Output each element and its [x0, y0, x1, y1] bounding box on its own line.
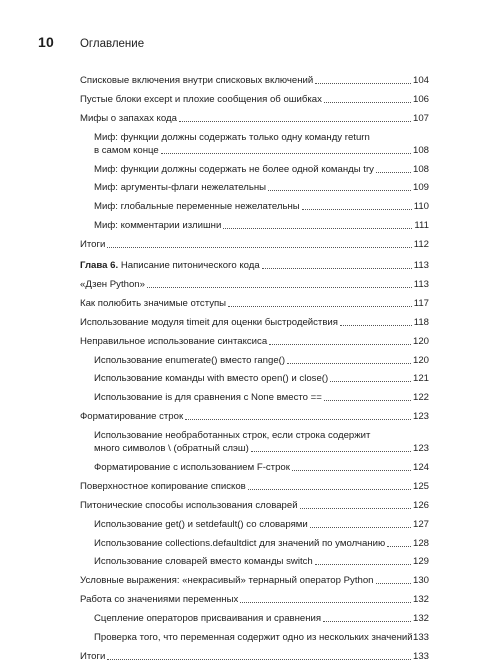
- toc-page-number: 110: [413, 201, 429, 213]
- toc-entry: [80, 94, 429, 106]
- dot-leader: [376, 583, 411, 584]
- dot-leader: [240, 602, 411, 603]
- toc-entry-line1: [94, 132, 429, 144]
- toc-entry: [80, 317, 429, 329]
- toc-entry-text: Работа со значениями переменных: [80, 594, 239, 606]
- toc-entry: [80, 298, 429, 310]
- toc-page-number: 113: [413, 260, 429, 272]
- toc-entry-line1: [94, 430, 429, 442]
- toc-chapter-entry: [80, 260, 429, 272]
- toc-entry: [94, 462, 429, 474]
- toc-entry-text-continued: в самом конце: [94, 144, 159, 156]
- dot-leader: [161, 153, 411, 154]
- dot-leader: [228, 306, 412, 307]
- toc-entry: [80, 481, 429, 493]
- toc-page-number: 107: [412, 112, 429, 124]
- toc-page-number: 122: [412, 392, 429, 404]
- dot-leader: [251, 451, 411, 452]
- dot-leader: [376, 172, 411, 173]
- toc-entry: [80, 500, 429, 512]
- toc-entry-text: Сцепление операторов присваивания и сравнения: [94, 613, 322, 625]
- dot-leader: [292, 470, 411, 471]
- toc-entry: [94, 220, 429, 232]
- toc-entry-text: Питонические способы использования словарей: [80, 499, 298, 511]
- toc-page-number: 133: [412, 650, 429, 662]
- toc-entry-text: Миф: функции должны содержать только одну команду return: [94, 131, 370, 143]
- toc-entry: [94, 182, 429, 194]
- running-head: Оглавление: [79, 38, 145, 50]
- toc-entry-text: Проверка того, что переменная содержит одно из нескольких значений: [94, 632, 413, 644]
- toc-page-number: 106: [412, 93, 429, 105]
- toc-entry-text: Неправильное использование синтаксиса: [80, 335, 268, 347]
- toc-page-number: 120: [412, 335, 429, 347]
- toc-entry: [94, 632, 429, 644]
- dot-leader: [315, 564, 411, 565]
- toc-entry-text: Использование collections.defaultdict для значений по умолчанию: [94, 537, 386, 549]
- toc-entry: [94, 145, 429, 157]
- dot-leader: [269, 344, 411, 345]
- toc-page-number: 109: [412, 182, 429, 194]
- toc-entry-text: Использование is для сравнения с None вместо ==: [94, 392, 322, 404]
- toc-entry: [80, 411, 429, 423]
- dot-leader: [324, 102, 411, 103]
- toc-page-number: 112: [413, 239, 429, 251]
- toc-page-number: 128: [412, 537, 429, 549]
- dot-leader: [107, 659, 411, 660]
- toc-page-number: 117: [413, 297, 429, 309]
- toc-page-number: 120: [412, 354, 429, 366]
- toc-entry-text: Как полюбить значимые отступы: [80, 297, 227, 309]
- toc-page-number: 127: [412, 518, 429, 530]
- toc-entry-text: Условные выражения: «некрасивый» тернарный оператор Python: [80, 575, 374, 587]
- toc-entry-text: Миф: глобальные переменные нежелательны: [94, 201, 300, 213]
- toc-entry: [94, 164, 429, 176]
- dot-leader: [323, 621, 411, 622]
- toc-page-number: 104: [412, 75, 429, 86]
- toc-entry-text: Миф: аргументы-флаги нежелательны: [94, 182, 267, 194]
- dot-leader: [330, 381, 411, 382]
- toc-entry: [94, 392, 429, 404]
- toc-entry-text: Использование enumerate() вместо range(): [94, 354, 286, 366]
- toc-page-number: 118: [413, 316, 429, 328]
- dot-leader: [147, 287, 412, 288]
- toc-entry: [80, 239, 429, 251]
- toc-entry-text: Миф: функции должны содержать не более одной команды try: [94, 163, 374, 175]
- toc-entry: [94, 538, 429, 550]
- dot-leader: [262, 268, 412, 269]
- toc-page-number: 132: [412, 594, 429, 606]
- toc-entry-text: [80, 260, 260, 272]
- toc-page-number: 130: [412, 575, 429, 587]
- chapter-label: Глава 6.: [80, 260, 119, 272]
- dot-leader: [310, 527, 411, 528]
- dot-leader: [302, 209, 412, 210]
- dot-leader: [268, 190, 411, 191]
- dot-leader: [107, 247, 411, 248]
- toc-page-number: 121: [412, 373, 429, 385]
- toc-entry-text-continued: много символов \ (обратный слэш): [94, 443, 249, 455]
- toc-entry-text: Поверхностное копирование списков: [80, 480, 246, 492]
- toc-entry-text: Миф: комментарии излишни: [94, 220, 222, 232]
- dot-leader: [248, 489, 411, 490]
- toc-page-number: 108: [412, 144, 429, 156]
- toc-page-number: 124: [412, 462, 429, 474]
- toc-page-number: 129: [412, 556, 429, 568]
- toc-entry-text: Итоги: [80, 650, 106, 662]
- toc-entry: [80, 279, 429, 291]
- toc-entry: [80, 75, 429, 87]
- page-number: 10: [38, 34, 54, 50]
- dot-leader: [315, 83, 411, 84]
- toc-page-number: 133: [412, 632, 429, 644]
- toc-page-number: 125: [412, 480, 429, 492]
- toc-entry-text: Мифы о запахах кода: [80, 112, 177, 124]
- toc-entry: [94, 613, 429, 625]
- toc-entry: [94, 556, 429, 568]
- toc-entry: [80, 336, 429, 348]
- toc-entry: [94, 373, 429, 385]
- toc-page-number: 108: [412, 163, 429, 175]
- toc-entry-text: Списковые включения внутри списковых включений: [80, 75, 314, 86]
- toc-page-number: 126: [412, 499, 429, 511]
- toc-entry-text: Форматирование с использованием F-строк: [94, 462, 290, 474]
- toc-entry-text: Использование словарей вместо команды switch: [94, 556, 313, 568]
- toc-entry: [80, 594, 429, 606]
- toc-entry-text: Использование get() и setdefault() со словарями: [94, 518, 308, 530]
- dot-leader: [179, 121, 411, 122]
- dot-leader: [223, 228, 412, 229]
- dot-leader: [387, 546, 411, 547]
- dot-leader: [287, 363, 411, 364]
- dot-leader: [324, 400, 411, 401]
- toc-entry-text: Пустые блоки except и плохие сообщения об ошибках: [80, 93, 322, 105]
- toc-entry: [94, 355, 429, 367]
- dot-leader: [300, 508, 411, 509]
- toc-page-number: 132: [412, 613, 429, 625]
- dot-leader: [185, 419, 411, 420]
- toc-entry: [94, 201, 429, 213]
- toc-entry: [80, 575, 429, 587]
- toc-entry: [94, 519, 429, 531]
- chapter-title: Написание питонического кода: [120, 260, 260, 272]
- toc-entry-text: Использование модуля timeit для оценки быстродействия: [80, 316, 338, 328]
- page-header: [38, 34, 442, 56]
- toc-page-number: 113: [413, 279, 429, 291]
- toc-entry-text: Использование команды with вместо open() и close(): [94, 373, 329, 385]
- toc-entry-text: Форматирование строк: [80, 411, 184, 423]
- toc-entry-text: «Дзен Python»: [80, 279, 145, 291]
- toc-entry-text: Итоги: [80, 239, 106, 251]
- toc-page-number: 111: [414, 220, 429, 232]
- dot-leader: [340, 325, 412, 326]
- toc-page-number: 123: [412, 443, 429, 455]
- table-of-contents: [80, 75, 429, 670]
- toc-entry-text: Использование необработанных строк, если строка содержит: [94, 430, 371, 442]
- toc-entry: [80, 113, 429, 125]
- toc-page-number: 123: [412, 411, 429, 423]
- toc-entry: [94, 443, 429, 455]
- toc-entry: [80, 651, 429, 663]
